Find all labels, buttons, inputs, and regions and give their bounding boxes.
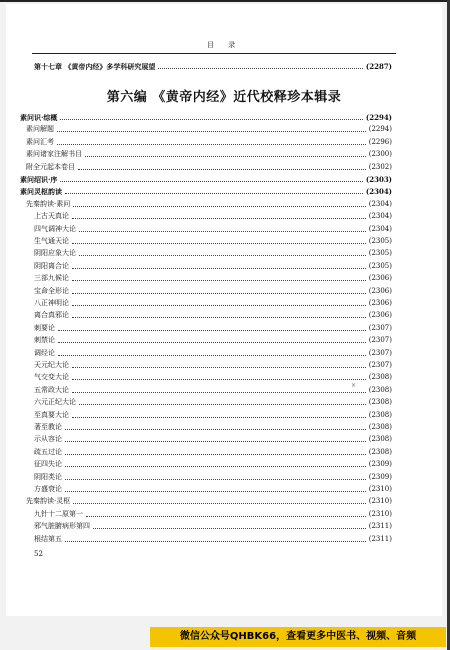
leader-dots (65, 440, 366, 442)
toc-entry-page: (2304) (368, 212, 392, 221)
leader-dots (78, 168, 366, 170)
toc-entry[interactable] (26, 138, 392, 147)
toc-entry-title: 宝命全形论 (34, 286, 69, 295)
toc-entry[interactable] (34, 423, 392, 432)
toc-entry[interactable] (34, 535, 392, 544)
toc-entry-page: (2308) (368, 385, 392, 394)
leader-dots (65, 478, 366, 480)
leader-dots (65, 428, 366, 430)
leader-dots (72, 279, 366, 281)
leader-dots (72, 391, 366, 393)
stray-mark: × (351, 382, 357, 389)
leader-dots (72, 304, 366, 306)
leader-dots (72, 316, 366, 318)
toc-entry-title: 素问绍识·序 (20, 175, 58, 184)
toc-entry[interactable] (34, 287, 392, 296)
toc-entry-page: (2304) (365, 187, 392, 197)
toc-entry[interactable] (20, 187, 392, 196)
toc-entry-page: (2287) (365, 62, 392, 71)
toc-entry-title: 素问诸家注解书目 (26, 150, 82, 159)
toc-entry[interactable] (34, 324, 392, 333)
toc-entry-page: (2303) (365, 175, 392, 184)
toc-entry-page: (2307) (368, 323, 392, 332)
document-page (6, 4, 442, 616)
leader-dots (79, 254, 366, 256)
toc-entry-title: 刺禁论 (34, 336, 55, 345)
leader-dots (65, 192, 363, 194)
toc-entry[interactable] (34, 448, 392, 457)
toc-entry-title: 八正神明论 (34, 299, 69, 307)
leader-dots (65, 540, 366, 542)
leader-dots (72, 242, 366, 244)
toc-entry[interactable] (34, 373, 392, 382)
toc-entry-title: 至真要大论 (34, 410, 69, 419)
toc-entry-page: (2307) (368, 348, 392, 357)
toc-entry-page: (2308) (368, 410, 392, 419)
toc-entry[interactable] (34, 262, 392, 271)
toc-entry-page: (2294) (368, 125, 392, 134)
toc-entry-page: (2302) (368, 162, 392, 171)
toc-entry-page: (2296) (368, 137, 392, 146)
promo-banner: 微信公众号QHBK66，查看更多中医书、视频、音频 (150, 627, 446, 647)
leader-dots (72, 217, 366, 219)
toc-entry-title: 阴阳类论 (34, 472, 62, 481)
toc-entry[interactable] (34, 299, 392, 308)
toc-entry-title: 素问灵枢韵读 (20, 187, 62, 197)
page-number: 52 (34, 550, 43, 558)
toc-entry[interactable] (26, 150, 392, 159)
toc-entry[interactable] (34, 510, 392, 519)
leader-dots (60, 180, 362, 182)
toc-entry-page: (2308) (368, 447, 392, 456)
toc-entry-title: 示从容论 (34, 435, 62, 444)
leader-dots (85, 155, 366, 157)
leader-dots (60, 118, 362, 120)
leader-dots (158, 67, 362, 69)
toc-entry-page: (2306) (368, 286, 392, 295)
leader-dots (72, 267, 366, 269)
toc-entry-title: 气交变大论 (34, 373, 69, 382)
toc-entry-page: (2311) (368, 522, 392, 531)
leader-dots (65, 453, 366, 455)
leader-dots (58, 341, 366, 343)
toc-entry-title: 素问汇考 (26, 137, 54, 146)
toc-entry-page: (2304) (368, 224, 392, 233)
toc-entry[interactable] (34, 398, 392, 407)
toc-entry[interactable] (34, 435, 392, 444)
toc-entry-page: (2305) (368, 249, 392, 258)
toc-entry[interactable] (34, 485, 392, 494)
toc-entry-page: (2307) (368, 361, 392, 369)
toc-entry-title: 刺要论 (34, 323, 55, 332)
toc-entry[interactable] (26, 497, 392, 506)
toc-entry-chapter-17[interactable] (34, 62, 392, 71)
toc-entry-title: 天元纪大论 (34, 361, 69, 369)
toc-entry-title: 先秦韵读·素问 (26, 199, 71, 208)
toc-entry[interactable] (34, 522, 392, 531)
leader-dots (57, 143, 366, 145)
toc-entry[interactable] (34, 336, 392, 345)
toc-entry[interactable] (34, 274, 392, 283)
toc-entry-page: (2308) (368, 398, 392, 407)
leader-dots (57, 130, 366, 132)
toc-entry[interactable] (34, 411, 392, 420)
toc-entry[interactable] (26, 163, 392, 172)
toc-entry-title: 生气通天论 (34, 237, 69, 245)
toc-entry-title: 上古天真论 (34, 212, 69, 221)
toc-entry-title: 先秦韵读·灵枢 (26, 497, 71, 506)
running-head: 目 录 (206, 41, 242, 49)
toc-entry-title: 方盛衰论 (34, 485, 62, 493)
toc-entry-title: 四气调神大论 (34, 224, 76, 233)
toc-entry-page: (2308) (368, 435, 392, 444)
toc-entry-title: 著至教论 (34, 423, 62, 431)
toc-entry-page: (2310) (368, 485, 392, 493)
leader-dots (73, 502, 365, 504)
toc-entry-page: (2310) (368, 509, 392, 518)
leader-dots (58, 329, 366, 331)
toc-entry-page: (2300) (368, 150, 392, 159)
toc-entry-page: (2305) (368, 237, 392, 245)
toc-entry[interactable] (34, 349, 392, 358)
toc-entry[interactable] (34, 361, 392, 370)
toc-entry-page: (2294) (365, 113, 392, 122)
toc-entry[interactable] (20, 113, 392, 122)
toc-entry[interactable] (34, 386, 392, 395)
leader-dots (73, 205, 365, 207)
top-border (0, 0, 450, 2)
toc-entry-title: 阴阳离合论 (34, 261, 69, 270)
toc-entry-title: 征四失论 (34, 460, 62, 469)
header-rule (32, 53, 396, 54)
toc-entry-page: (2308) (368, 373, 392, 382)
toc-entry[interactable] (26, 200, 392, 209)
leader-dots (79, 230, 366, 232)
toc-entry-page: (2304) (368, 199, 392, 208)
toc-entry[interactable] (20, 175, 392, 184)
toc-entry-page: (2306) (368, 299, 392, 307)
toc-entry[interactable] (34, 460, 392, 469)
toc-entry[interactable] (34, 212, 392, 221)
toc-entry[interactable] (26, 125, 392, 134)
leader-dots (65, 490, 366, 492)
toc-entry-title: 素问识·综概 (20, 113, 58, 122)
leader-dots (65, 465, 366, 467)
leader-dots (72, 378, 366, 380)
toc-entry[interactable] (34, 311, 392, 320)
toc-entry-title: 素问解题 (26, 125, 54, 134)
toc-entry-title: 调经论 (34, 348, 55, 357)
toc-entry-title: 阴阳应象大论 (34, 249, 76, 258)
toc-entry-page: (2306) (368, 274, 392, 283)
toc-entry-title: 六元正纪大论 (34, 398, 76, 407)
leader-dots (72, 292, 366, 294)
toc-entry-title: 邪气脏腑病形第四 (34, 522, 90, 531)
toc-entry-page: (2306) (368, 311, 392, 320)
toc-entry-title: 疏五过论 (34, 447, 62, 456)
toc-entry-title: 第十七章 《黄帝内经》多学科研究展望 (34, 62, 156, 71)
toc-entry-page: (2308) (368, 423, 392, 431)
toc-entry[interactable] (34, 237, 392, 246)
leader-dots (79, 403, 366, 405)
toc-entry-page: (2305) (368, 261, 392, 270)
toc-entry-page: (2309) (368, 472, 392, 481)
leader-dots (86, 515, 366, 517)
part-title: 第六编 《黄帝内经》近代校释珍本辑录 (106, 90, 342, 105)
toc-entry-title: 附全元起本卷目 (26, 162, 75, 171)
toc-entry[interactable] (34, 225, 392, 234)
toc-entry-page: (2307) (368, 336, 392, 345)
toc-entry-title: 根结第五 (34, 534, 62, 543)
toc-entry-title: 三部九候论 (34, 274, 69, 283)
toc-entry-page: (2310) (368, 497, 392, 506)
toc-entry[interactable] (34, 249, 392, 258)
leader-dots (72, 366, 366, 368)
toc-entry-title: 五常政大论 (34, 385, 69, 394)
toc-entry-page: (2309) (368, 460, 392, 469)
toc-entry-title: 离合真邪论 (34, 311, 69, 320)
leader-dots (93, 527, 366, 529)
toc-entry[interactable] (34, 473, 392, 482)
toc-entry-title: 九针十二原第一 (34, 509, 83, 518)
leader-dots (72, 416, 366, 418)
leader-dots (58, 354, 366, 356)
toc-entry-page: (2311) (368, 534, 392, 543)
